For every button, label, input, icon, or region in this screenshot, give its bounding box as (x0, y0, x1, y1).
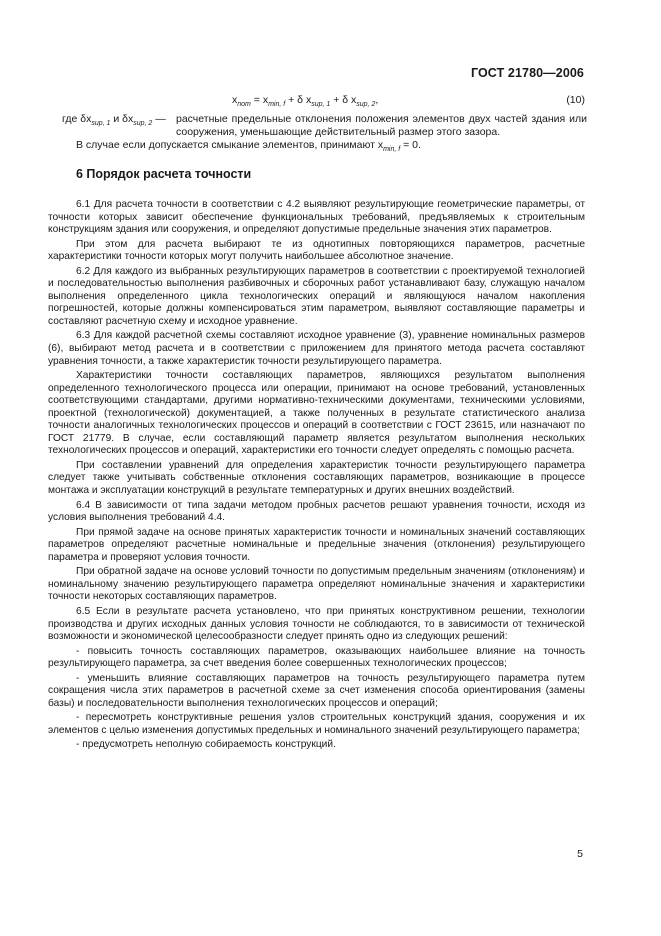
paragraph: Характеристики точности составляющих параметров, являющихся результатом выполнения определенного технологического процесса или операции, принимают на основе требований, установленных соответствующими стандартами, другими нормативно-техническими документами, техническими условиями, проектной (технологической) документацией, а также полученных в результате статистического анализа точности аналогичных технологических процессов и операций в соответствии с ГОСТ 23615, или назначают по ГОСТ 21779. В случае, если составляющий параметр является результатом выполнения нескольких технологических процессов и операций, характеристики его точности следует определять с помощью расчета. (48, 370, 585, 457)
formula-lhs-sub: nom (237, 101, 251, 109)
list-item: - пересмотреть конструктивные решения узлов строительных конструкций здания, сооружения и их элементов с целью изменения допустимых предельных и номинального значений результирующего параметра; (48, 712, 585, 736)
list-item: - уменьшить влияние составляющих параметров на точность результирующего параметра путем сокращения числа этих параметров в расчетной схеме за счет изменения способа ориентирования (замены базы) и последовательности выполнения технологических процессов и операций; (48, 672, 585, 709)
formula-term-1-sub: min, f (268, 101, 286, 109)
paragraph: При прямой задаче на основе принятых характеристик точности и номинальных значений составляющих параметров определяют расчетные номинальные и предельные значения (отклонения) результирующего параметра и проверяют условия точности. (48, 526, 585, 563)
formula-term-2-sub: sup, 1 (311, 101, 331, 109)
list-item: - повысить точность составляющих параметров, оказывающих наибольшее влияние на точность результирующего параметра, за счет введения более совершенных технологических процессов; (48, 645, 585, 670)
formula-term-3-sub: sup, 2 (356, 101, 376, 109)
formula-term-1: = x (250, 94, 269, 106)
page-number: 5 (577, 848, 583, 860)
formula-term-3: + δ x (330, 94, 357, 106)
where-symbol-1: где δx (62, 113, 92, 125)
paragraph-6-2: 6.2 Для каждого из выбранных результирующих параметров в соответствии с проектируемой технологией и последовательностью выполнения разбивочных и сборочных работ устанавливают базу, служащую началом выполнения определенного цикла технологических операций и являющуюся началом накопления погрешностей, которые должны компенсироваться этим параметром, выявляют составляющие параметры и составляют расчетную схему и исходное уравнение. (48, 265, 585, 327)
note-tail: = 0. (400, 139, 421, 151)
where-symbol-1-sub: sup, 1 (91, 120, 111, 128)
section-body (48, 199, 585, 752)
section-title: 6 Порядок расчета точности (76, 167, 252, 181)
where-description: расчетные предельные отклонения положения элементов двух частей здания или сооружения, уменьшающие действительный размер этого зазора. (176, 113, 587, 138)
paragraph-6-4: 6.4 В зависимости от типа задачи методом пробных расчетов решают уравнения точности, исходя из условия выполнения требований 4.4. (48, 499, 585, 524)
paragraph-6-1: 6.1 Для расчета точности в соответствии с 4.2 выявляют результирующие геометрические параметры, от точности которых зависит обеспечение функциональных требований, предъявляемых к строительным конструкциям здания или сооружения, и определяют допустимые предельные значения этих параметров. (48, 199, 585, 236)
formula-tail: , (375, 94, 379, 106)
where-symbol-2: и δx (110, 113, 134, 125)
where-dash: — (152, 113, 166, 125)
paragraph-6-5: 6.5 Если в результате расчета установлено, что при принятых конструктивном решении, технологии производства и других исходных данных условия точности не соблюдаются, то в зависимости от технической возможности и экономической целесообразности следует принять одно из следующих решений: (48, 605, 585, 643)
note-sub: min, f (383, 146, 401, 154)
list-item: - предусмотреть неполную собираемость конструкций. (76, 739, 336, 751)
where-lead (62, 113, 166, 131)
closure-note (76, 139, 421, 153)
where-symbol-2-sub: sup, 2 (133, 120, 153, 128)
formula-term-2: + δ x (285, 94, 312, 106)
formula-lhs: x (232, 94, 238, 106)
formula-expression (232, 94, 378, 108)
paragraph-6-3: 6.3 Для каждой расчетной схемы составляют исходное уравнение (3), уравнение номинальных размеров (6), выбирают метод расчета и в соответствии с приложением для принятого метода расчета составляют уравнения точности, а также характеристик точности результирующего параметра. (48, 330, 585, 367)
document-code-header: ГОСТ 21780—2006 (470, 66, 584, 80)
equation-10 (40, 94, 585, 110)
paragraph: При обратной задаче на основе условий точности по допустимым предельным значениям (отклонениям) и номинальному значению результирующего параметра определяют номинальные значения и характеристики точности некоторых составляющих параметров. (48, 566, 585, 603)
note-text: В случае если допускается смыкание элементов, принимают x (76, 139, 384, 151)
equation-number: (10) (566, 94, 585, 106)
paragraph: При этом для расчета выбирают те из однотипных повторяющихся параметров, расчетные характеристики точности которых могут получить наибольшее абсолютное значение. (48, 238, 585, 263)
paragraph: При составлении уравнений для определения характеристик точности результирующего параметра следует также учитывать собственные отклонения составляющих параметров, возникающие в процессе монтажа и эксплуатации конструкций в результате температурных и других внешних воздействий. (48, 459, 585, 497)
